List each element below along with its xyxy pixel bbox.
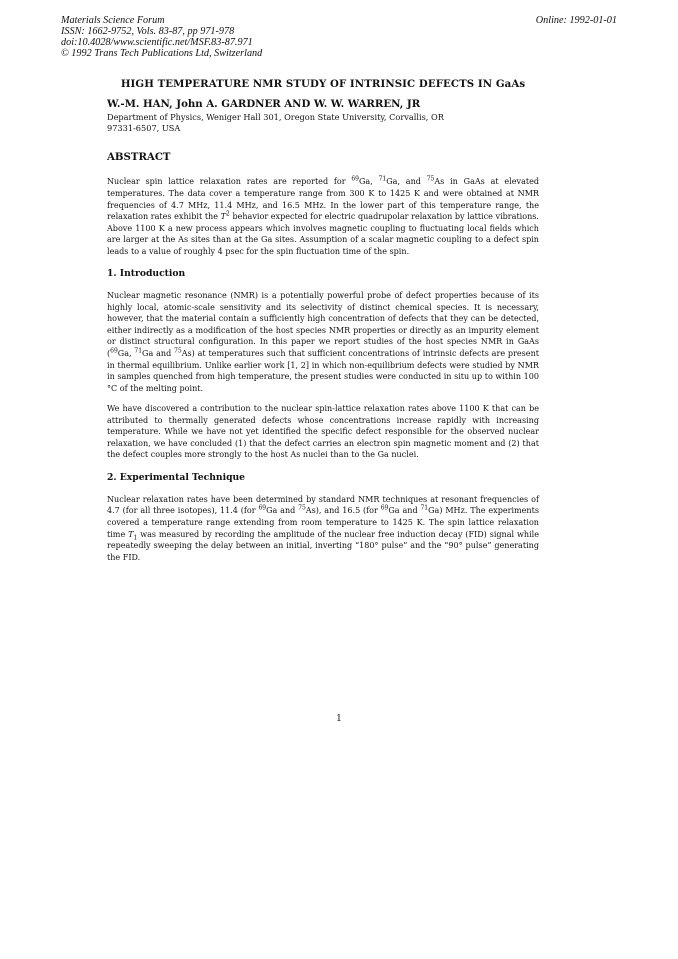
doi-line: doi:10.4028/www.scientific.net/MSF.83-87.971 xyxy=(61,37,253,48)
affiliation xyxy=(107,112,539,134)
section-heading-experimental: 2. Experimental Technique xyxy=(107,471,246,483)
experimental-paragraph: Nuclear relaxation rates have been determined by standard NMR techniques at resonant frequencies of 4.7 (for all three isotopes), 11.4 (for $^{69}$Ga and $^{75}$As), and 16.5 (for $^{69}$Ga and $^{71}$Ga) MHz. The experiments covered a temperature range extending from room temperature to 1425 K. The spin lattice relaxation time $T_1$ was measured by recording the amplitude of the nuclear free induction decay (FID) signal while repeatedly sweeping the delay between an initial, inverting “180° pulse” and the “90° pulse” generating the FID. xyxy=(107,494,539,562)
issn-line: ISSN: 1662-9752, Vols. 83-87, pp 971-978 xyxy=(61,26,235,37)
introduction-paragraph-1: Nuclear magnetic resonance (NMR) is a potentially powerful probe of defect properties because of its highly local, atomic-scale sensitivity and its selectivity of distinct chemical species. It is necessary, however, that the material contain a sufficiently high concentration of defects that they can be detected, either indirectly as a modification of the host species NMR properties or directly as an impurity element or distinct structural configuration. In this paper we report studies of the host species NMR in GaAs ($^{69}$Ga, $^{71}$Ga and $^{75}$As) at temperatures such that sufficient concentrations of intrinsic defects are present in thermal equilibrium. Unlike earlier work [1, 2] in which non-equilibrium defects were studied by NMR in samples quenched from high temperature, the present studies were conducted in situ up to within 100 °C of the melting point. xyxy=(107,291,539,393)
introduction-paragraph-2: We have discovered a contribution to the nuclear spin-lattice relaxation rates above 1100 K that can be attributed to thermally generated defects whose concentrations increase rapidly with increasing temperature. While we have not yet identified the specific defect responsible for the observed nuclear relaxation, we have concluded (1) that the defect carries an electron spin magnetic moment and (2) that the defect couples more strongly to the host As nuclei than to the Ga nuclei. xyxy=(107,404,539,460)
author-list: W.-M. HAN, John A. GARDNER AND W. W. WARREN, JR xyxy=(107,98,421,110)
abstract-heading: ABSTRACT xyxy=(107,151,171,164)
online-date: Online: 1992-01-01 xyxy=(535,15,617,26)
section-heading-introduction: 1. Introduction xyxy=(107,268,186,280)
abstract-text: Nuclear spin lattice relaxation rates are reported for $^{69}$Ga, $^{71}$Ga, and $^{75}$As in GaAs at elevated temperatures. The data cover a temperature range from 300 K to 1425 K and were obtained at NMR frequencies of 4.7 MHz, 11.4 MHz, and 16.5 MHz. In the lower part of this temperature range, the relaxation rates exhibit the $T^2$ behavior expected for electric quadrupolar relaxation by lattice vibrations. Above 1100 K a new process appears which involves magnetic coupling to fluctuating local fields which are larger at the As sites than at the Ga sites. Assumption of a scalar magnetic coupling to a defect spin leads to a value of roughly 4 psec for the spin fluctuation time of the spin. xyxy=(107,175,540,256)
affiliation-line-1: Department of Physics, Weniger Hall 301, Oregon State University, Corvallis, OR xyxy=(107,112,444,122)
page-number: 1 xyxy=(336,714,342,724)
affiliation-line-2: 97331-6507, USA xyxy=(107,123,181,134)
paper-body xyxy=(107,78,539,572)
paper-title: HIGH TEMPERATURE NMR STUDY OF INTRINSIC DEFECTS IN GaAs xyxy=(120,78,526,90)
copyright-line: © 1992 Trans Tech Publications Ltd, Switzerland xyxy=(61,48,263,59)
journal-name: Materials Science Forum xyxy=(61,15,165,26)
